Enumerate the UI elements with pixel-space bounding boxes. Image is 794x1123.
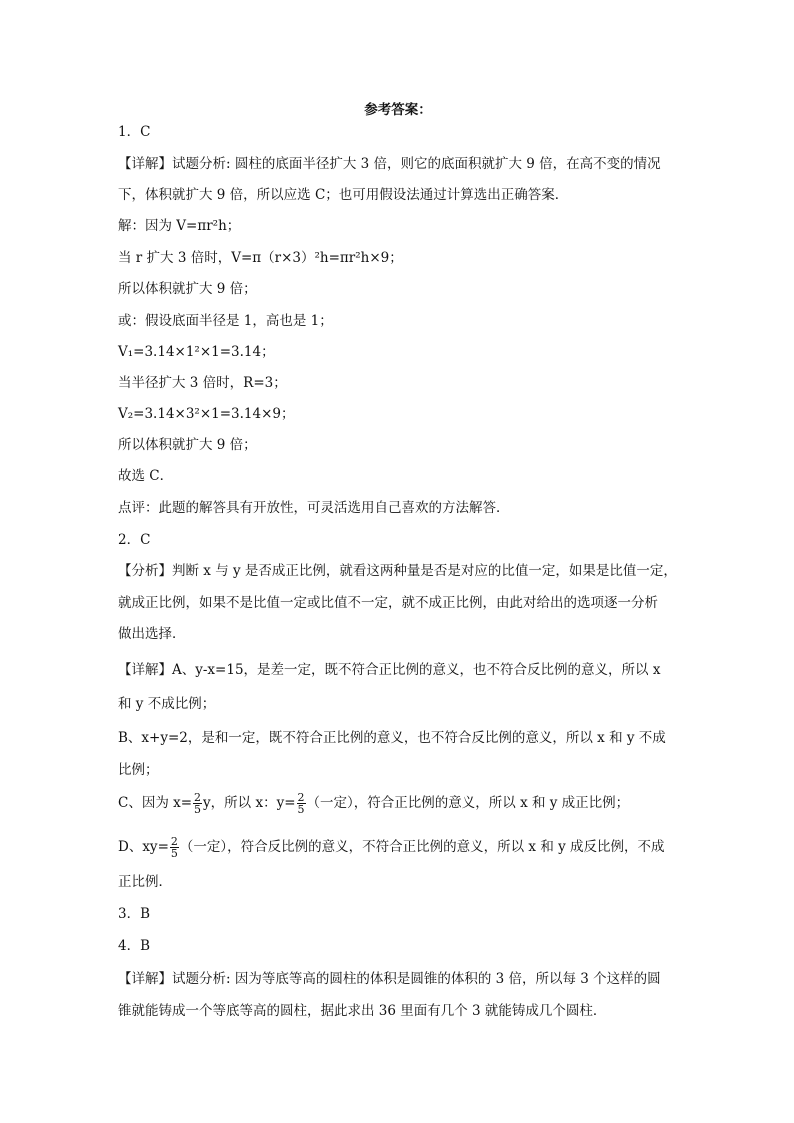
text-line: 所以体积就扩大 9 倍；: [118, 437, 257, 453]
text-line: 点评：此题的解答具有开放性，可灵活选用自己喜欢的方法解答．: [118, 500, 510, 516]
text-line: B、x+y=2，是和一定，既不符合正比例的意义，也不符合反比例的意义，所以 x 和 y 不成: [118, 730, 666, 746]
text-line: 【详解】试题分析: 因为等底等高的圆柱的体积是圆锥的体积的 3 倍，所以每 3 个这样的圆: [118, 971, 661, 987]
text-line: 【详解】A、y-x=15，是差一定，既不符合正比例的意义，也不符合反比例的意义，所以 x: [118, 662, 661, 678]
text-line: 做出选择．: [118, 626, 186, 642]
text-line: V₁=3.14×1²×1=3.14；: [118, 344, 275, 360]
text-line: 当半径扩大 3 倍时，R=3；: [118, 375, 287, 391]
option-d-line: [118, 836, 665, 859]
fraction: $\frac{2}{5}$: [194, 791, 202, 816]
text-line: 【分析】判断 x 与 y 是否成正比例，就看这两种量是否是对应的比值一定，如果是比值一定，: [118, 563, 677, 579]
option-c-text-b: y，所以 x：y=: [203, 795, 296, 811]
text-line: 解：因为 V=πr²h；: [118, 218, 241, 234]
text-line: 正比例．: [118, 874, 172, 890]
text-line: 就成正比例，如果不是比值一定或比值不一定，就不成正比例，由此对给出的选项逐一分析: [118, 595, 658, 611]
fraction: $\frac{2}{5}$: [170, 835, 178, 860]
option-c-text-a: C、因为 x=: [118, 795, 193, 811]
answer-4: 4．B: [118, 938, 151, 954]
text-line: 故选 C．: [118, 468, 174, 484]
page-title: 参考答案：: [364, 102, 432, 118]
text-line: 所以体积就扩大 9 倍；: [118, 281, 257, 297]
text-line: 下，体积就扩大 9 倍，所以应选 C；也可用假设法通过计算选出正确答案．: [118, 187, 569, 203]
text-line: 当 r 扩大 3 倍时，V=π（r×3）²h=πr²h×9；: [118, 250, 403, 266]
text-line: 和 y 不成比例；: [118, 696, 216, 712]
answer-3: 3．B: [118, 906, 151, 922]
answer-2: 2．C: [118, 532, 151, 548]
option-d-text-b: （一定），符合反比例的意义，不符合正比例的意义，所以 x 和 y 成反比例，不成: [179, 839, 665, 855]
text-line: 【详解】试题分析: 圆柱的底面半径扩大 3 倍，则它的底面积就扩大 9 倍，在高不变的情况: [118, 156, 661, 172]
fraction: $\frac{2}{5}$: [297, 791, 305, 816]
answer-1: 1．C: [118, 124, 151, 140]
option-c-text-c: （一定），符合正比例的意义，所以 x 和 y 成正比例；: [306, 795, 630, 811]
text-line: 或：假设底面半径是 1，高也是 1；: [118, 313, 333, 329]
option-d-text-a: D、xy=: [118, 839, 169, 855]
text-line: 锥就能铸成一个等底等高的圆柱，据此求出 36 里面有几个 3 就能铸成几个圆柱．: [118, 1003, 607, 1019]
text-line: V₂=3.14×3²×1=3.14×9；: [118, 406, 295, 422]
text-line: 比例；: [118, 762, 159, 778]
option-c-line: [118, 792, 629, 815]
